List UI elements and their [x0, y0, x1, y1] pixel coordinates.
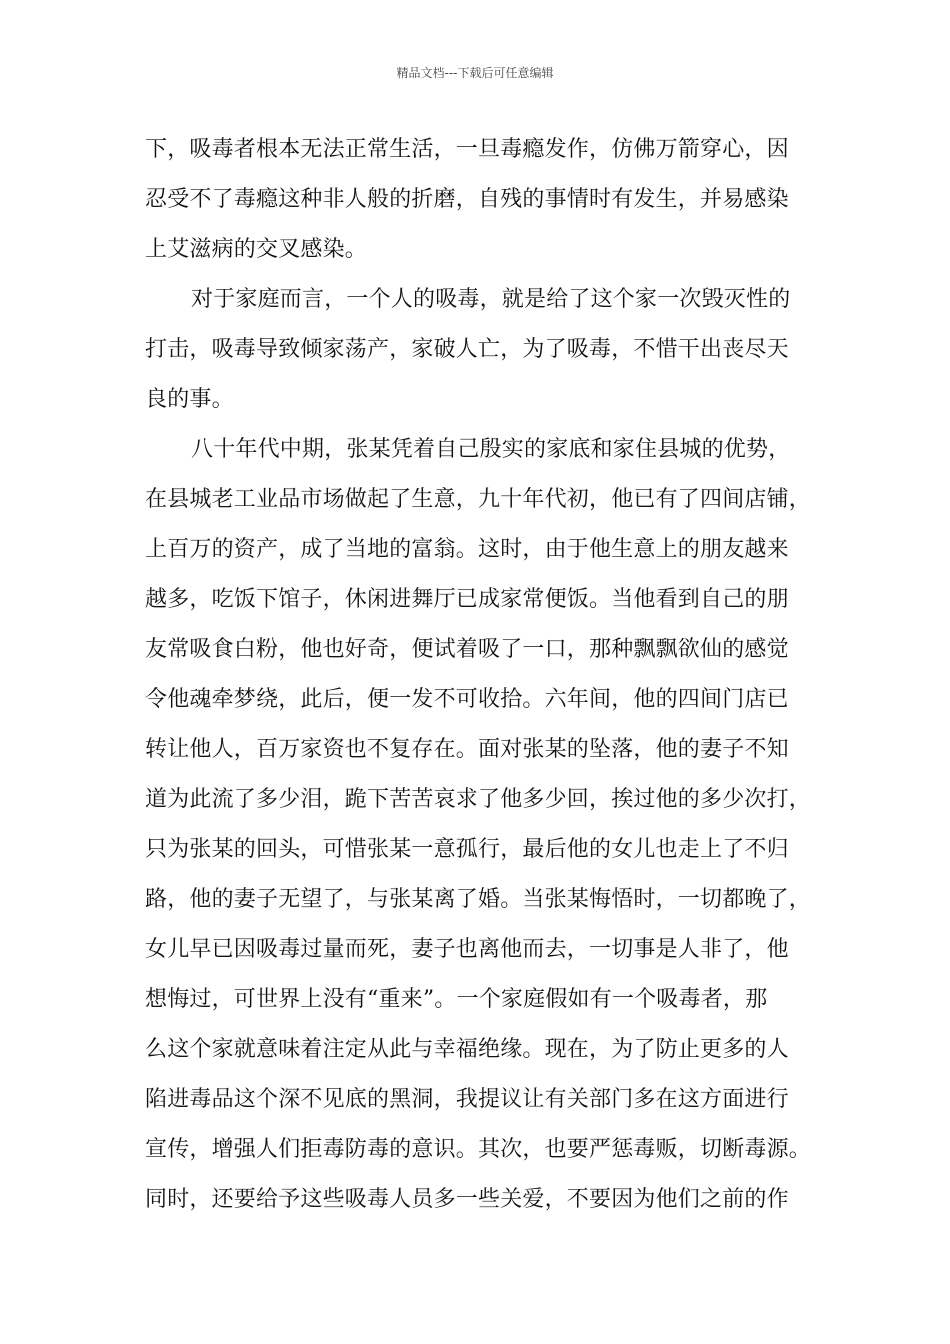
text-line: 上艾滋病的交叉感染。 — [145, 237, 368, 262]
text-line: 友常吸食白粉，他也好奇，便试着吸了一口，那种飘飘欲仙的感觉 — [145, 637, 789, 662]
text-line: 道为此流了多少泪，跪下苦苦哀求了他多少回，挨过他的多少次打， — [145, 787, 812, 812]
text-line: 宣传，增强人们拒毒防毒的意识。其次，也要严惩毒贩，切断毒源。 — [145, 1137, 812, 1162]
text-line: 令他魂牵梦绕，此后，便一发不可收拾。六年间，他的四间门店已 — [145, 687, 789, 712]
text-line: 同时，还要给予这些吸毒人员多一些关爱，不要因为他们之前的作 — [145, 1187, 789, 1212]
body-text — [145, 132, 825, 1232]
text-line: 路，他的妻子无望了，与张某离了婚。当张某悔悟时，一切都晚了， — [145, 887, 812, 912]
text-line: 打击，吸毒导致倾家荡产，家破人亡，为了吸毒，不惜干出丧尽天 — [145, 337, 789, 362]
text-line: 下，吸毒者根本无法正常生活，一旦毒瘾发作，仿佛万箭穿心，因 — [145, 137, 789, 162]
text-line: 越多，吃饭下馆子，休闲进舞厅已成家常便饭。当他看到自己的朋 — [145, 587, 789, 612]
text-line: 在县城老工业品市场做起了生意，九十年代初，他已有了四间店铺， — [145, 487, 812, 512]
text-line: 只为张某的回头，可惜张某一意孤行，最后他的女儿也走上了不归 — [145, 837, 789, 862]
text-line: 忍受不了毒瘾这种非人般的折磨，自残的事情时有发生，并易感染 — [145, 187, 789, 212]
text-line: 陷进毒品这个深不见底的黑洞，我提议让有关部门多在这方面进行 — [145, 1087, 789, 1112]
text-line: 么这个家就意味着注定从此与幸福绝缘。现在，为了防止更多的人 — [145, 1037, 789, 1062]
paragraph-start-line: 八十年代中期，张某凭着自己殷实的家底和家住县城的优势， — [191, 437, 791, 462]
text-line: 想悔过，可世界上没有“重来”。一个家庭假如有一个吸毒者，那 — [145, 987, 768, 1012]
page-header: 精品文档---下载后可任意编辑 — [396, 66, 554, 80]
text-line: 女儿早已因吸毒过量而死，妻子也离他而去，一切事是人非了，他 — [145, 937, 789, 962]
paragraph-start-line: 对于家庭而言，一个人的吸毒，就是给了这个家一次毁灭性的 — [191, 287, 791, 312]
text-line: 上百万的资产，成了当地的富翁。这时，由于他生意上的朋友越来 — [145, 537, 789, 562]
text-line: 转让他人，百万家资也不复存在。面对张某的坠落，他的妻子不知 — [145, 737, 789, 762]
text-line: 良的事。 — [145, 387, 234, 412]
